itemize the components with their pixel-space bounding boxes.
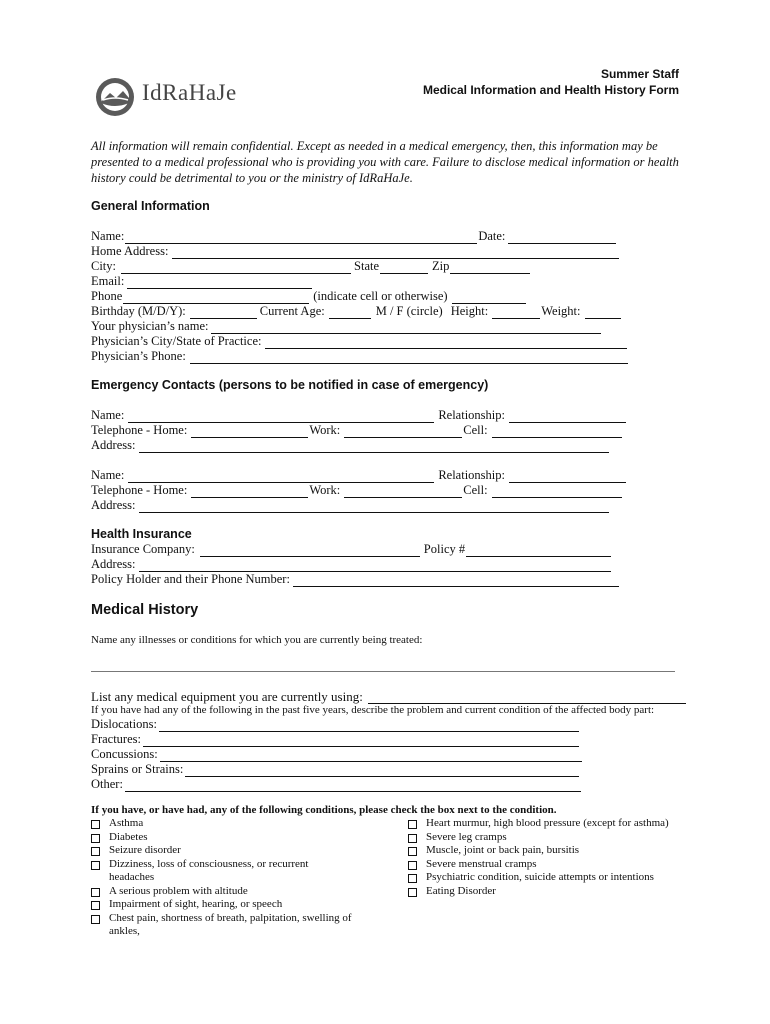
physician-phone-label: Physician’s Phone: bbox=[91, 349, 186, 363]
emergency1-name-row bbox=[91, 408, 627, 423]
fractures-label: Fractures: bbox=[91, 732, 141, 746]
checkbox[interactable] bbox=[408, 834, 417, 843]
condition-label: Seizure disorder bbox=[109, 844, 181, 856]
emergency2-home-label: Telephone - Home: bbox=[91, 483, 188, 497]
physician-name-row bbox=[91, 319, 602, 334]
emergency1-cell-field[interactable] bbox=[492, 426, 622, 438]
emergency-heading: Emergency Contacts (persons to be notified in case of emergency) bbox=[91, 378, 489, 392]
condition-leg-cramps[interactable] bbox=[406, 831, 696, 845]
date-label: Date: bbox=[478, 229, 506, 243]
emergency2-phone-row bbox=[91, 483, 623, 498]
checkbox[interactable] bbox=[408, 847, 417, 856]
condition-label: Diabetes bbox=[109, 830, 148, 843]
insurance-address-row bbox=[91, 557, 612, 572]
emergency1-name-field[interactable] bbox=[128, 411, 434, 423]
header-line-2: Medical Information and Health History Form bbox=[422, 83, 679, 97]
emergency1-address-field[interactable] bbox=[139, 441, 609, 453]
zip-label: Zip bbox=[432, 259, 450, 273]
height-field[interactable] bbox=[492, 307, 540, 319]
header-line-1: Summer Staff bbox=[600, 67, 679, 81]
condition-heart[interactable] bbox=[406, 817, 696, 831]
emergency1-home-label: Telephone - Home: bbox=[91, 423, 188, 437]
emergency1-work-label: Work: bbox=[309, 423, 341, 437]
condition-label: Muscle, joint or back pain, bursitis bbox=[426, 844, 580, 856]
checkbox[interactable] bbox=[408, 874, 417, 883]
illnesses-prompt: Name any illnesses or conditions for which you are currently being treated: bbox=[91, 634, 423, 646]
insurance-address-label: Address: bbox=[91, 557, 136, 571]
emergency1-cell-label: Cell: bbox=[463, 423, 488, 437]
condition-impairment[interactable] bbox=[89, 898, 374, 912]
insurance-address-field[interactable] bbox=[139, 560, 611, 572]
name-field[interactable] bbox=[125, 232, 477, 244]
emergency2-work-label: Work: bbox=[309, 483, 341, 497]
email-label: Email: bbox=[91, 274, 125, 288]
insurance-company-row bbox=[91, 542, 612, 557]
checkbox[interactable] bbox=[91, 901, 100, 910]
policy-label: Policy # bbox=[423, 542, 466, 556]
birthday-row bbox=[91, 304, 622, 319]
city-row bbox=[91, 259, 531, 274]
condition-label: Impairment of sight, hearing, or speech bbox=[109, 898, 283, 910]
checkbox[interactable] bbox=[91, 834, 100, 843]
city-field[interactable] bbox=[121, 262, 351, 274]
condition-muscle-joint[interactable] bbox=[406, 844, 696, 858]
emergency2-work-field[interactable] bbox=[344, 486, 462, 498]
physician-phone-row bbox=[91, 349, 629, 364]
emergency2-home-field[interactable] bbox=[191, 486, 308, 498]
emergency2-cell-field[interactable] bbox=[492, 486, 622, 498]
condition-chest-pain[interactable] bbox=[89, 912, 374, 939]
name-label: Name: bbox=[91, 229, 125, 243]
emergency1-work-field[interactable] bbox=[344, 426, 462, 438]
insurance-company-field[interactable] bbox=[200, 545, 420, 557]
emergency2-address-row bbox=[91, 498, 610, 513]
physician-city-row bbox=[91, 334, 628, 349]
sprains-field[interactable] bbox=[185, 765, 579, 777]
general-info-heading: General Information bbox=[91, 199, 210, 213]
condition-label: Psychiatric condition, suicide attempts or intentions bbox=[426, 871, 654, 883]
condition-label: Heart murmur, high blood pressure (except for asthma) bbox=[426, 817, 669, 829]
policy-holder-field[interactable] bbox=[293, 575, 619, 587]
weight-field[interactable] bbox=[585, 307, 621, 319]
home-address-field[interactable] bbox=[172, 247, 619, 259]
equipment-row bbox=[91, 689, 687, 704]
condition-seizure[interactable] bbox=[89, 844, 374, 858]
condition-eating[interactable] bbox=[406, 885, 696, 899]
emergency1-address-row bbox=[91, 438, 610, 453]
checkbox[interactable] bbox=[408, 861, 417, 870]
conditions-right-list bbox=[406, 817, 696, 898]
emergency1-phone-row bbox=[91, 423, 623, 438]
checkbox[interactable] bbox=[91, 861, 100, 870]
dislocations-row bbox=[91, 717, 580, 732]
other-label: Other: bbox=[91, 777, 123, 791]
conditions-left-list bbox=[89, 817, 374, 939]
checkbox[interactable] bbox=[91, 847, 100, 856]
conditions-prompt: If you have, or have had, any of the following conditions, please check the box next to the condition. bbox=[91, 804, 557, 816]
checkbox[interactable] bbox=[91, 888, 100, 897]
emergency2-cell-label: Cell: bbox=[463, 483, 488, 497]
home-address-row bbox=[91, 244, 620, 259]
condition-label: Asthma bbox=[109, 817, 144, 829]
past-five-years-prompt: If you have had any of the following in the past five years, describe the problem and current condition of the affected body part: bbox=[91, 704, 655, 716]
emergency2-name-row bbox=[91, 468, 627, 483]
dislocations-field[interactable] bbox=[159, 720, 579, 732]
emergency2-relationship-field[interactable] bbox=[509, 471, 626, 483]
phone-field[interactable] bbox=[123, 292, 309, 304]
condition-asthma[interactable] bbox=[89, 817, 374, 831]
sprains-row bbox=[91, 762, 580, 777]
emergency2-address-field[interactable] bbox=[139, 501, 609, 513]
illnesses-field[interactable] bbox=[91, 671, 675, 672]
fractures-row bbox=[91, 732, 580, 747]
medical-history-heading: Medical History bbox=[91, 602, 199, 618]
insurance-company-label: Insurance Company: bbox=[91, 542, 195, 556]
phone-label: Phone bbox=[91, 289, 123, 303]
email-field[interactable] bbox=[127, 277, 312, 289]
confidentiality-notice: All information will remain confidential. Except as needed in a medical emergency, then, this information may be presented to a medical professional who is providing you with care. Failure to disclose medical information or health history could be detrimental to you or the ministry of IdRaHaJe. bbox=[91, 139, 679, 185]
birthday-label: Birthday (M/D/Y): bbox=[91, 304, 186, 318]
dislocations-label: Dislocations: bbox=[91, 717, 157, 731]
org-logo bbox=[94, 74, 264, 120]
physician-city-field[interactable] bbox=[265, 337, 627, 349]
policy-holder-label: Policy Holder and their Phone Number: bbox=[91, 572, 290, 586]
checkbox[interactable] bbox=[91, 915, 100, 924]
condition-label: Dizziness, loss of consciousness, or recurrent headaches bbox=[109, 857, 309, 883]
checkbox[interactable] bbox=[91, 820, 100, 829]
phone-note: (indicate cell or otherwise) bbox=[313, 289, 448, 303]
concussions-field[interactable] bbox=[160, 750, 582, 762]
height-label: Height: bbox=[450, 304, 489, 318]
condition-label: Severe leg cramps bbox=[426, 830, 507, 843]
home-address-label: Home Address: bbox=[91, 244, 169, 258]
mountain-logo-icon bbox=[94, 76, 136, 118]
physician-city-label: Physician’s City/State of Practice: bbox=[91, 334, 262, 348]
emergency1-address-label: Address: bbox=[91, 438, 136, 452]
weight-label: Weight: bbox=[541, 304, 581, 318]
equipment-label: List any medical equipment you are currently using: bbox=[91, 689, 363, 704]
policy-holder-row bbox=[91, 572, 620, 587]
other-row bbox=[91, 777, 582, 792]
emergency2-address-label: Address: bbox=[91, 498, 136, 512]
emergency1-relationship-field[interactable] bbox=[509, 411, 626, 423]
concussions-label: Concussions: bbox=[91, 747, 158, 761]
phone-type-field[interactable] bbox=[452, 292, 526, 304]
current-age-label: Current Age: bbox=[259, 304, 325, 318]
sprains-label: Sprains or Strains: bbox=[91, 762, 184, 776]
equipment-field[interactable] bbox=[368, 692, 686, 704]
policy-field[interactable] bbox=[466, 545, 611, 557]
other-field[interactable] bbox=[125, 780, 581, 792]
current-age-field[interactable] bbox=[329, 307, 371, 319]
emergency2-relationship-label: Relationship: bbox=[438, 468, 505, 482]
email-row bbox=[91, 274, 313, 289]
condition-label: Severe menstrual cramps bbox=[426, 857, 537, 870]
condition-diabetes[interactable] bbox=[89, 831, 374, 845]
form-header bbox=[423, 66, 679, 98]
concussions-row bbox=[91, 747, 583, 762]
emergency2-name-label: Name: bbox=[91, 468, 125, 482]
condition-label: Eating Disorder bbox=[426, 884, 496, 897]
name-row bbox=[91, 229, 617, 244]
city-label: City: bbox=[91, 259, 117, 273]
condition-altitude[interactable] bbox=[89, 885, 374, 899]
condition-psychiatric[interactable] bbox=[406, 871, 696, 885]
physician-name-label: Your physician’s name: bbox=[91, 319, 209, 333]
checkbox[interactable] bbox=[408, 888, 417, 897]
condition-label: A serious problem with altitude bbox=[109, 884, 248, 897]
physician-phone-field[interactable] bbox=[190, 352, 628, 364]
condition-dizziness[interactable] bbox=[89, 858, 374, 885]
checkbox[interactable] bbox=[408, 820, 417, 829]
birthday-field[interactable] bbox=[190, 307, 257, 319]
phone-row bbox=[91, 289, 527, 304]
org-name: IdRaHaJe bbox=[142, 80, 237, 105]
physician-name-field[interactable] bbox=[211, 322, 601, 334]
state-field[interactable] bbox=[380, 262, 428, 274]
state-label: State bbox=[354, 259, 380, 273]
condition-menstrual[interactable] bbox=[406, 858, 696, 872]
emergency2-name-field[interactable] bbox=[128, 471, 434, 483]
insurance-heading: Health Insurance bbox=[91, 527, 192, 541]
zip-field[interactable] bbox=[450, 262, 530, 274]
date-field[interactable] bbox=[508, 232, 616, 244]
fractures-field[interactable] bbox=[143, 735, 579, 747]
condition-label: Chest pain, shortness of breath, palpitation, swelling of ankles, bbox=[109, 911, 352, 937]
emergency1-name-label: Name: bbox=[91, 408, 125, 422]
emergency1-home-field[interactable] bbox=[191, 426, 308, 438]
gender-label[interactable]: M / F (circle) bbox=[375, 304, 443, 318]
emergency1-relationship-label: Relationship: bbox=[438, 408, 505, 422]
